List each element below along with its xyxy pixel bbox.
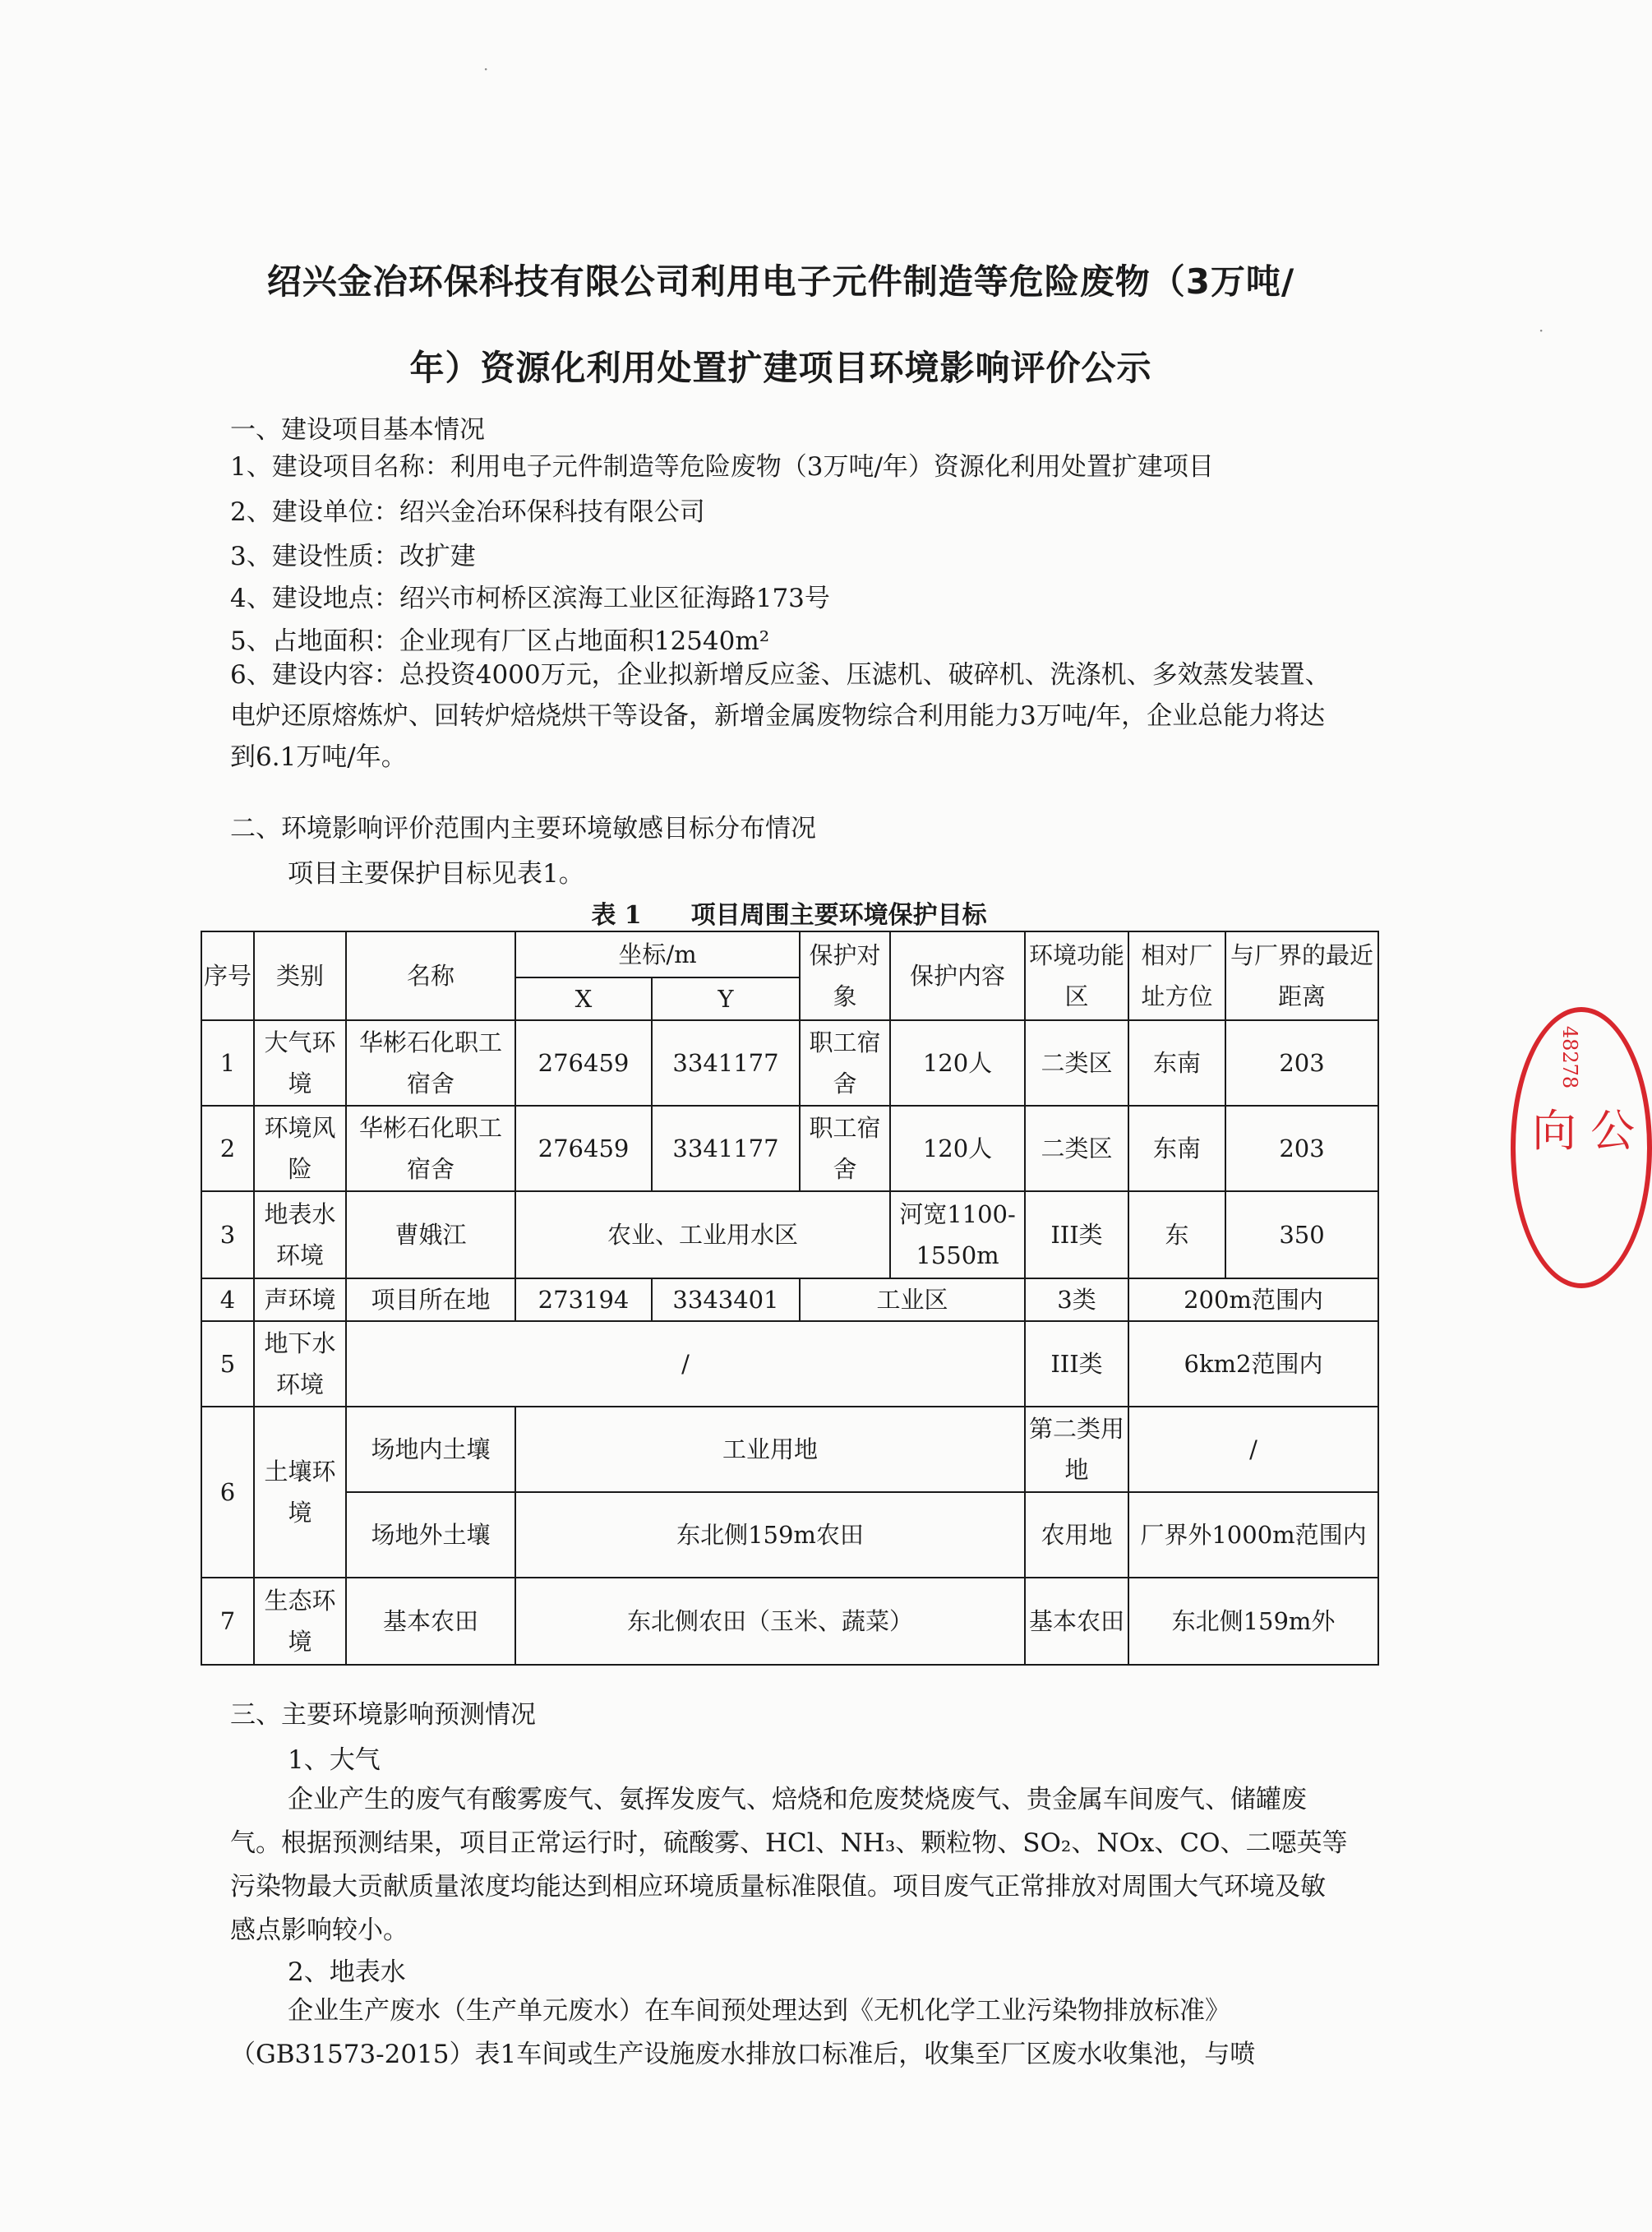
- cell-category: 地下水环境: [254, 1321, 346, 1407]
- section1-item-3: 3、建设性质：改扩建: [230, 542, 476, 571]
- cell-zone: 基本农田: [1025, 1578, 1128, 1665]
- cell-content: 河宽1100-1550m: [890, 1191, 1025, 1278]
- scan-mark: ·: [483, 59, 489, 79]
- table-row: [201, 1191, 1378, 1278]
- cell-name: 项目所在地: [346, 1278, 515, 1321]
- cell-name: 曹娥江: [346, 1191, 515, 1278]
- header-object: 保护对象: [800, 931, 890, 1020]
- header-name: 名称: [346, 931, 515, 1020]
- document-title: [205, 238, 1356, 411]
- cell-object: 职工宿舍: [800, 1020, 890, 1106]
- cell-seq: 4: [201, 1278, 254, 1321]
- cell-distance: 203: [1225, 1106, 1378, 1191]
- header-x: X: [515, 977, 652, 1020]
- section3-sub-1: 1、大气: [288, 1745, 381, 1775]
- section3-paragraph-1: 企业产生的废气有酸雾废气、氨挥发废气、焙烧和危废焚烧废气、贵金属车间废气、储罐废气。根据预测结果，项目正常运行时，硫酸雾、HCl、NH₃、颗粒物、SO₂、NOx、CO、二噁英等污染物最大贡献质量浓度均能达到相应环境质量标准限值。项目废气正常排放对周围大气环境及敏感点影响较小。: [230, 1785, 1348, 1945]
- cell-content: 120人: [890, 1020, 1025, 1106]
- cell-name: 基本农田: [346, 1578, 515, 1665]
- cell-direction: 东南: [1128, 1020, 1225, 1106]
- header-zone: 环境功能区: [1025, 931, 1128, 1020]
- header-direction: 相对厂址方位: [1128, 931, 1225, 1020]
- section1-item-5: 5、占地面积：企业现有厂区占地面积12540m²: [230, 626, 770, 656]
- cell-distance: 东北侧159m外: [1128, 1578, 1378, 1665]
- seal-number: 48278: [1558, 1025, 1582, 1089]
- header-category: 类别: [254, 931, 346, 1020]
- cell-name: 场地内土壤: [346, 1407, 515, 1492]
- table-row: [201, 1020, 1378, 1106]
- cell-content: 120人: [890, 1106, 1025, 1191]
- cell-category: 生态环境: [254, 1578, 346, 1665]
- cell-distance: 6km2范围内: [1128, 1321, 1378, 1407]
- cell-y: 3341177: [652, 1020, 800, 1106]
- cell-distance: 350: [1225, 1191, 1378, 1278]
- table-header-row: [201, 931, 1378, 977]
- cell-seq: 1: [201, 1020, 254, 1106]
- section2-intro: 项目主要保护目标见表1。: [288, 859, 584, 889]
- cell-category: 大气环境: [254, 1020, 346, 1106]
- cell-y: 3341177: [652, 1106, 800, 1191]
- table-row: [201, 1578, 1378, 1665]
- cell-zone: 3类: [1025, 1278, 1128, 1321]
- cell-seq: 2: [201, 1106, 254, 1191]
- cell-content: 东北侧159m农田: [515, 1492, 1025, 1578]
- cell-zone: 第二类用地: [1025, 1407, 1128, 1492]
- section2-heading: 二、环境影响评价范围内主要环境敏感目标分布情况: [230, 814, 816, 843]
- cell-direction: 东南: [1128, 1106, 1225, 1191]
- cell-object: 工业区: [800, 1278, 1025, 1321]
- cell-distance: 200m范围内: [1128, 1278, 1378, 1321]
- cell-category: 环境风险: [254, 1106, 346, 1191]
- cell-content: 东北侧农田（玉米、蔬菜）: [515, 1578, 1025, 1665]
- cell-zone: 二类区: [1025, 1020, 1128, 1106]
- cell-x: 276459: [515, 1106, 652, 1191]
- section1-item-6: 6、建设内容：总投资4000万元，企业拟新增反应釜、压滤机、破碎机、洗涤机、多效蒸发装置、电炉还原熔炼炉、回转炉焙烧烘干等设备，新增金属废物综合利用能力3万吨/年，企业总能力将达到6.1万吨/年。: [230, 660, 1331, 772]
- cell-distance: 203: [1225, 1020, 1378, 1106]
- company-seal: [1511, 1007, 1652, 1288]
- table-caption: [0, 894, 1578, 931]
- header-coord: 坐标/m: [515, 931, 800, 977]
- title-line-2: 年）资源化利用处置扩建项目环境影响评价公示: [409, 348, 1152, 388]
- section1-item-1: 1、建设项目名称：利用电子元件制造等危险废物（3万吨/年）资源化利用处置扩建项目: [230, 452, 1214, 482]
- header-distance: 与厂界的最近距离: [1225, 931, 1378, 1020]
- cell-y: 3343401: [652, 1278, 800, 1321]
- cell-use: 农业、工业用水区: [515, 1191, 890, 1278]
- cell-object: 职工宿舍: [800, 1106, 890, 1191]
- section1-item-4: 4、建设地点：绍兴市柯桥区滨海工业区征海路173号: [230, 584, 830, 613]
- cell-direction: 东: [1128, 1191, 1225, 1278]
- cell-x: 273194: [515, 1278, 652, 1321]
- cell-distance: /: [1128, 1407, 1378, 1492]
- cell-category: 地表水环境: [254, 1191, 346, 1278]
- header-y: Y: [652, 977, 800, 1020]
- section1-item-2: 2、建设单位：绍兴金冶环保科技有限公司: [230, 497, 705, 527]
- table-caption-number: 表 1: [591, 901, 642, 930]
- header-seq: 序号: [201, 931, 254, 1020]
- table-row: [201, 1278, 1378, 1321]
- section3-paragraph-2: 企业生产废水（生产单元废水）在车间预处理达到《无机化学工业污染物排放标准》（GB31573-2015）表1车间或生产设施废水排放口标准后，收集至厂区废水收集池，与喷: [230, 1996, 1256, 2069]
- title-line-1: 绍兴金冶环保科技有限公司利用电子元件制造等危险废物（3万吨/: [266, 261, 1295, 302]
- cell-distance: 厂界外1000m范围内: [1128, 1492, 1378, 1578]
- header-content: 保护内容: [890, 931, 1025, 1020]
- scan-mark: ·: [1539, 321, 1544, 340]
- table-row: [201, 1321, 1378, 1407]
- protection-targets-table: [201, 931, 1379, 1666]
- cell-category: 声环境: [254, 1278, 346, 1321]
- cell-name: 华彬石化职工宿舍: [346, 1106, 515, 1191]
- cell-name: 华彬石化职工宿舍: [346, 1020, 515, 1106]
- table-row: [201, 1106, 1378, 1191]
- cell-zone: 二类区: [1025, 1106, 1128, 1191]
- table-row: [201, 1492, 1378, 1578]
- table-caption-text: 项目周围主要环境保护目标: [690, 901, 987, 930]
- section3-heading: 三、主要环境影响预测情况: [230, 1700, 536, 1730]
- cell-category: 土壤环境: [254, 1407, 346, 1578]
- cell-name: 场地外土壤: [346, 1492, 515, 1578]
- seal-text: 向 公: [1532, 1105, 1636, 1157]
- cell-zone: III类: [1025, 1321, 1128, 1407]
- cell-seq: 3: [201, 1191, 254, 1278]
- cell-zone: III类: [1025, 1191, 1128, 1278]
- section1-heading: 一、建设项目基本情况: [230, 415, 485, 445]
- cell-zone: 农用地: [1025, 1492, 1128, 1578]
- cell-seq: 5: [201, 1321, 254, 1407]
- table-row: [201, 1407, 1378, 1492]
- cell-seq: 6: [201, 1407, 254, 1578]
- section3-sub-2: 2、地表水: [288, 1957, 406, 1987]
- cell-x: 276459: [515, 1020, 652, 1106]
- cell-seq: 7: [201, 1578, 254, 1665]
- cell-content: 工业用地: [515, 1407, 1025, 1492]
- cell-content: /: [346, 1321, 1025, 1407]
